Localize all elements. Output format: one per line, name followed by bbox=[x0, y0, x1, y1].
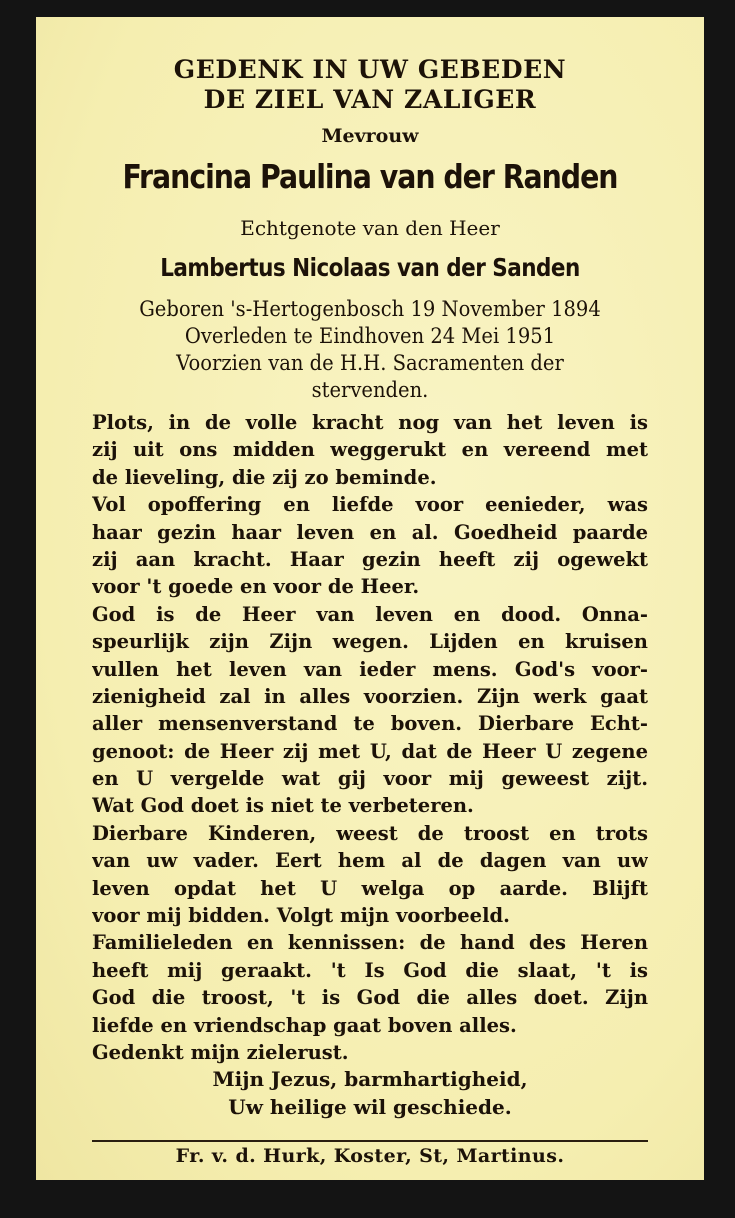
text-line: de lieveling, die zij zo beminde. bbox=[92, 465, 437, 489]
text-line: zij aan kracht. Haar gezin heeft zij ogewekt bbox=[92, 547, 648, 571]
text-line: Gedenkt mijn zielerust. bbox=[92, 1040, 349, 1064]
sacraments-line-2: stervenden. bbox=[311, 378, 429, 402]
spouse-intro: Echtgenote van den Heer bbox=[240, 216, 500, 240]
prayer-line-2: Uw heilige wil geschiede. bbox=[228, 1095, 512, 1119]
memorial-card bbox=[36, 17, 704, 1180]
sacraments-line-1: Voorzien van de H.H. Sacramenten der bbox=[176, 351, 564, 375]
spouse-name: Lambertus Nicolaas van der Sanden bbox=[160, 253, 580, 282]
birth-line: Geboren 's-Hertogenbosch 19 November 1894 bbox=[139, 297, 601, 321]
text-line: zij uit ons midden weggerukt en vereend met bbox=[92, 438, 648, 462]
text-line: God is de Heer van leven en dood. Onna- bbox=[92, 602, 648, 626]
text-line: leven opdat het U welga op aarde. Blijft bbox=[92, 876, 648, 900]
title-mevrouw: Mevrouw bbox=[321, 125, 419, 147]
text-line: genoot: de Heer zij met U, dat de Heer U zegene bbox=[92, 739, 648, 763]
text-line: voor 't goede en voor de Heer. bbox=[92, 575, 420, 599]
text-line: zienigheid zal in alles voorzien. Zijn werk gaat bbox=[92, 684, 648, 708]
printer-footer: Fr. v. d. Hurk, Koster, St, Martinus. bbox=[175, 1145, 565, 1167]
memorial-text bbox=[92, 409, 648, 1066]
header-line-2: DE ZIEL VAN ZALIGER bbox=[203, 85, 537, 114]
text-line: voor mij bidden. Volgt mijn voorbeeld. bbox=[92, 904, 510, 928]
prayer-line-1: Mijn Jezus, barmhartigheid, bbox=[212, 1067, 528, 1091]
text-line: Dierbare Kinderen, weest de troost en trots bbox=[92, 821, 648, 845]
text-line: vullen het leven van ieder mens. God's voor- bbox=[92, 657, 648, 681]
deceased-name: Francina Paulina van der Randen bbox=[122, 157, 618, 196]
header-line-1: GEDENK IN UW GEBEDEN bbox=[173, 55, 567, 84]
divider-rule bbox=[92, 1140, 648, 1142]
text-line: heeft mij geraakt. 't Is God die slaat, 't is bbox=[92, 958, 648, 982]
text-line: Plots, in de volle kracht nog van het leven is bbox=[92, 411, 648, 434]
text-line: God die troost, 't is God die alles doet. Zijn bbox=[92, 986, 648, 1010]
text-line: liefde en vriendschap gaat boven alles. bbox=[92, 1013, 517, 1037]
text-line: Wat God doet is niet te verbeteren. bbox=[92, 794, 474, 818]
text-line: aller mensenverstand te boven. Dierbare Echt- bbox=[92, 712, 648, 736]
text-line: haar gezin haar leven en al. Goedheid paarde bbox=[92, 520, 648, 544]
text-line: speurlijk zijn Zijn wegen. Lijden en kruisen bbox=[92, 630, 648, 654]
death-line: Overleden te Eindhoven 24 Mei 1951 bbox=[184, 324, 556, 348]
text-line: van uw vader. Eert hem al de dagen van uw bbox=[92, 849, 648, 873]
text-line: en U vergelde wat gij voor mij geweest zijt. bbox=[92, 767, 648, 791]
text-line: Familieleden en kennissen: de hand des Heren bbox=[92, 931, 648, 955]
text-line: Vol opoffering en liefde voor eenieder, was bbox=[92, 493, 648, 517]
